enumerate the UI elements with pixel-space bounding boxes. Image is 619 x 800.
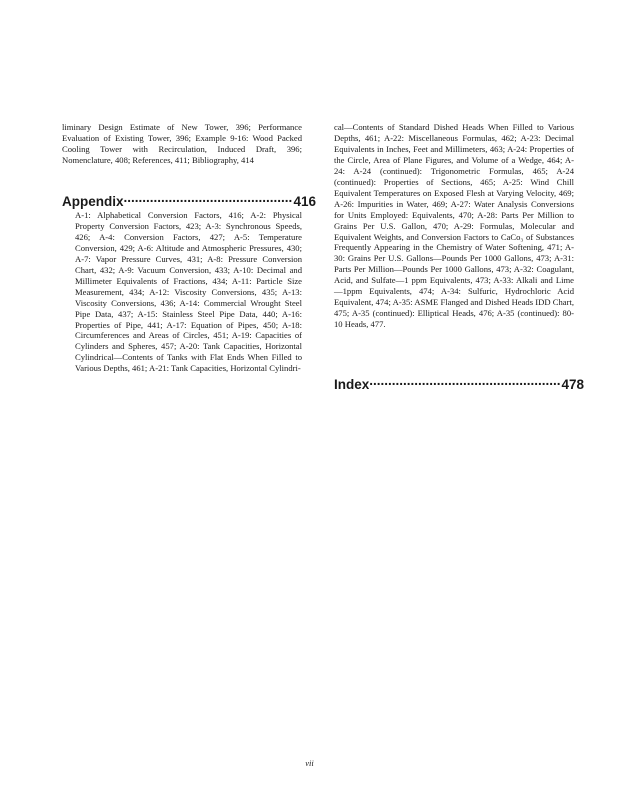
left-continued-entries: liminary Design Estimate of New Tower, 396; Performance Evaluation of Existing Tower, 396; Example 9-16: Wood Packed Cooling Tower with Recirculation, Induced Draft, 396; Nomenclature, 408; References, 411; Bibliography, 414 (62, 122, 302, 165)
appendix-page-number: 416 (293, 194, 316, 209)
index-page-number: 478 (561, 377, 584, 392)
appendix-entries-text: A-1: Alphabetical Conversion Factors, 416; A-2: Physical Property Conversion Factors, 423; A-3: Synchronous Speeds, 426; A-4: Conversion Factors, 427; A-5: Temperature Conversion, 429; A-6: Altitude and Atmospheric Pressures, 430; A-7: Vapor Pressure Curves, 431; A-8: Pressure Conversion Chart, 432; A-9: Vacuum Conversion, 433; A-10: Decimal and Millimeter Equivalents of Fractions, 434; A-11: Particle Size Measurement, 434; A-12: Viscosity Conversions, 435; A-13: Viscosity Conversions, 436; A-14: Commercial Wrought Steel Pipe Data, 437; A-15: Stainless Steel Pipe Data, 440; A-16: Properties of Pipe, 441; A-17: Equation of Pipes, 450; A-18: Circumferences and Areas of Circles, 451; A-19: Capacities of Cylinders and Spheres, 457; A-20: Tank Capacities, Horizontal Cylindrical—Contents of Tanks with Flat Ends When Filled to Various Depths, 461; A-21: Tank Capacities, Horizontal Cylindri- (75, 210, 302, 374)
appendix-entries (75, 210, 302, 374)
right-column (334, 122, 574, 330)
left-column (62, 122, 302, 166)
appendix-leader-dots (124, 190, 294, 206)
index-heading[interactable] (334, 373, 584, 393)
index-leader-dots (369, 373, 561, 389)
right-continued-entries: cal—Contents of Standard Dished Heads When Filled to Various Depths, 461; A-22: Miscellaneous Formulas, 462; A-23: Decimal Equivalents in Inches, Feet and Millimeters, 463; A-24: Properties of the Circle, Area of Plane Figures, and Volume of a Wedge, 464; A-24: A-24 (continued): Trigonometric Formulas, 465; A-24 (continued): Properties of Sections, 465; A-25: Wind Chill Equivalent Temperatures on Exposed Flesh at Varying Velocity, 469; A-26: Impurities in Water, 469; A-27: Water Analysis Conversions for Units Employed: Equivalents, 470; A-28: Parts Per Million to Grains Per U.S. Gallon, 470; A-29: Formulas, Molecular and Equivalent Weights, and Conversion Factors to CaCo₃ of Substances Frequently Appearing in the Chemistry of Water Softening, 471; A-30: Grains Per U.S. Gallons—Pounds Per 1000 Gallons, 473; A-31: Parts Per Million—Pounds Per 1000 Gallons, 473; A-32: Coagulant, Acid, and Sulfate—1 ppm Equivalents, 473; A-33: Alkali and Lime—1ppm Equivalents, 474; A-34: Sulfuric, Hydrochloric Acid Equivalent, 474; A-35: ASME Flanged and Dished Heads IDD Chart, 475; A-35 (continued): Elliptical Heads, 476; A-35 (continued): 80-10 Heads, 477. (334, 122, 574, 330)
index-title: Index (334, 377, 370, 392)
appendix-heading[interactable] (62, 190, 316, 210)
appendix-title: Appendix (62, 194, 124, 209)
page-folio: vii (305, 758, 314, 768)
